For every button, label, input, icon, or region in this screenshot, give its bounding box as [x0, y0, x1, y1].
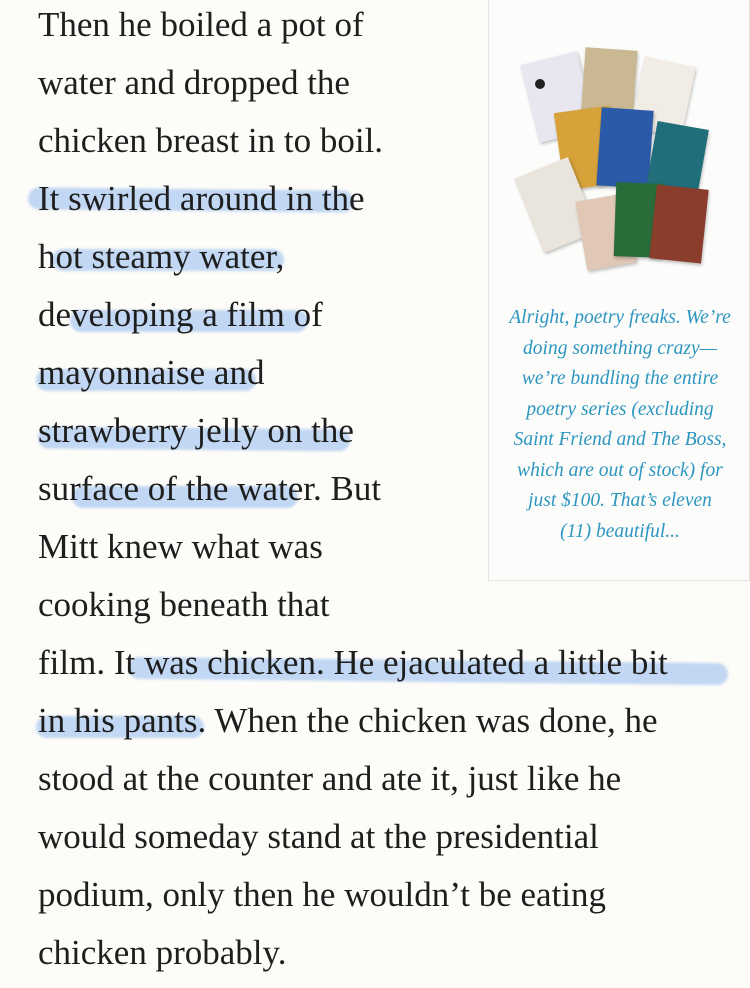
article-line: in his pants. When the chicken was done, he — [38, 701, 658, 740]
article-line: chicken breast in to boil. — [38, 121, 384, 160]
article-line: cooking beneath that — [38, 585, 330, 624]
book-cover — [649, 184, 708, 263]
article-line: developing a film of — [38, 295, 323, 334]
ad-caption-line: just $100. That’s eleven — [528, 490, 712, 511]
article-line: film. It was chicken. He ejaculated a little bit — [38, 643, 668, 682]
ad-caption-line: doing something crazy— — [523, 337, 717, 359]
ad-caption-line: (11) beautiful... — [560, 520, 680, 542]
article-line: strawberry jelly on the — [38, 411, 354, 450]
ad-caption-line: poetry series (excluding — [526, 398, 714, 420]
ad-caption-line: we’re bundling the entire — [521, 368, 719, 389]
ad-caption[interactable] — [489, 303, 750, 547]
article-line: Then he boiled a pot of — [38, 5, 364, 44]
article-line: chicken probably. — [38, 933, 287, 972]
article-line: hot steamy water, — [38, 237, 285, 276]
article-line: stood at the counter and ate it, just like he — [38, 759, 622, 798]
article-line: would someday stand at the presidential — [38, 817, 599, 856]
article-line: mayonnaise and — [38, 353, 265, 392]
article-line: It swirled around in the — [38, 179, 365, 218]
article-line: podium, only then he wouldn’t be eating — [38, 875, 607, 914]
article-line: surface of the water. But — [38, 469, 382, 508]
ad-caption-line: Alright, poetry freaks. We’re — [509, 307, 731, 328]
ad-caption-line: Saint Friend and The Boss, — [513, 429, 727, 450]
article-line: water and dropped the — [38, 63, 350, 102]
book-bundle-image[interactable] — [519, 47, 719, 277]
sidebar-ad[interactable] — [488, 0, 750, 581]
book-cover — [596, 107, 653, 188]
article-line: Mitt knew what was — [38, 527, 323, 566]
publisher-logo-icon — [535, 79, 545, 89]
ad-caption-line: which are out of stock) for — [517, 459, 723, 481]
